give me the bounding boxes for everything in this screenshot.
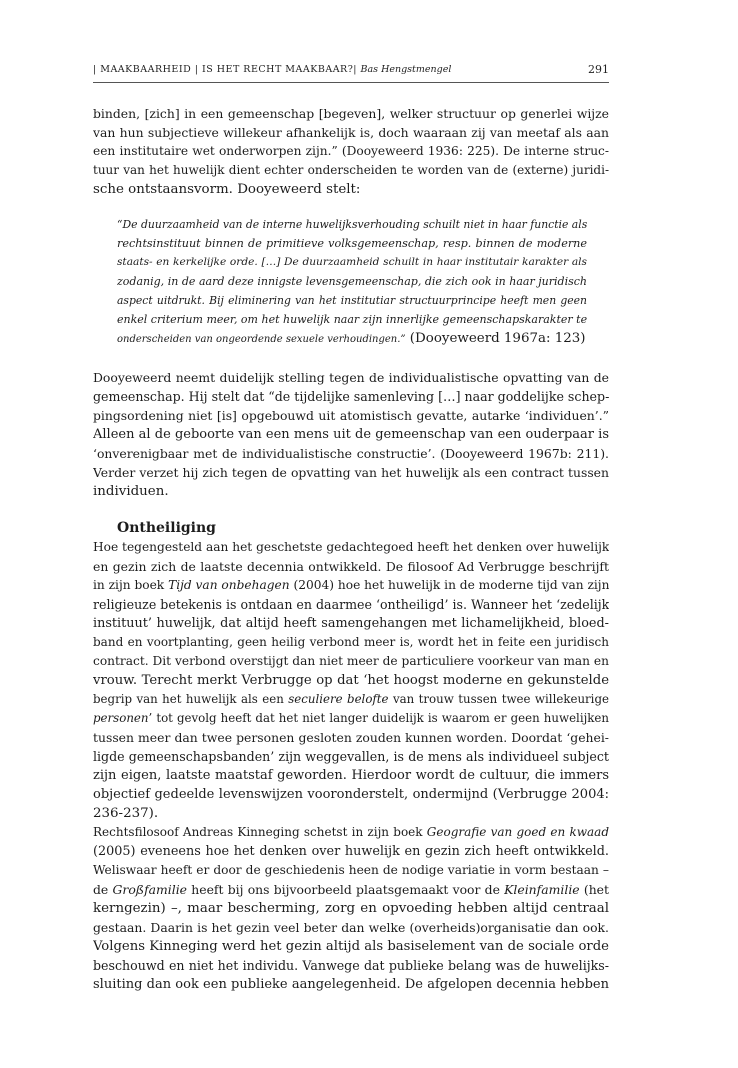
text-line: Rechtsfilosoof Andreas Kinneging schetst in zijn boek Geografie van goed en kwaad [93,825,609,839]
running-head [93,60,609,83]
text-line: Dooyeweerd neemt duidelijk stelling tegen de individualistische opvatting van de [93,370,609,385]
quote-line: rechtsinstituut binnen de primitieve volksgemeenschap, resp. binnen de moderne [117,237,587,250]
text-line: individuen. [93,484,169,499]
text-line: Alleen al de geboorte van een mens uit de gemeenschap van een ouderpaar is [93,427,609,442]
quote-line: “De duurzaamheid van de interne huwelijksverhouding schuilt niet in haar functie als [117,218,587,231]
text-line: 236-237). [93,806,159,821]
quote-line: staats- en kerkelijke orde. […] De duurzaamheid schuilt in haar institutair karakter als [117,256,587,268]
book-title: Geografie van goed en kwaad [426,825,609,839]
page-number: 291 [588,63,609,76]
paragraph-1 [93,104,609,199]
paragraph-2 [93,368,609,501]
quote-line: zodanig, in de aard deze innigste levensgemeenschap, die zich ook in haar juridisch [117,275,587,288]
text-line: sluiting dan ook een publieke aangelegenheid. De afgelopen decennia hebben [93,977,609,992]
text-line: Verder verzet hij zich tegen de opvatting van het huwelijk als een contract tussen [93,465,609,480]
text-line: tuur van het huwelijk dient echter onderscheiden te worden van de (externe) juridi- [93,163,609,177]
text-line: instituut’ huwelijk, dat altijd heeft samengehangen met lichamelijkheid, bloed- [93,616,609,631]
block-quote [117,215,587,348]
text-line: Weliswaar heeft er door de geschiedenis heen de nodige variatie in vorm bestaan – [93,863,609,877]
running-head-author: Bas Hengstmengel [360,64,452,75]
text-line: begrip van het huwelijk als een seculiere belofte van trouw tussen twee willekeurige [93,692,609,706]
text-line: een institutaire wet onderworpen zijn.” (Dooyeweerd 1936: 225). De interne struc- [93,144,609,158]
quote-citation: (Dooyeweerd 1967a: 123) [405,331,586,346]
text-line: sche ontstaansvorm. Dooyeweerd stelt: [93,182,361,197]
emphasis: seculiere belofte [288,692,389,706]
quote-line: aspect uitdrukt. Bij eliminering van het institutiar structuurprincipe heeft men geen [117,294,587,307]
emphasis: personen [93,711,149,725]
text-line: objectief gedeelde levenswijzen vooronderstelt, ondermijnd (Verbrugge 2004: [93,787,609,802]
text-line: van hun subjectieve willekeur afhankelijk is, doch waaraan zij van meetaf als aan [93,125,609,140]
quote-line: onderscheiden van ongeordende sexuele verhoudingen.” (Dooyeweerd 1967a: 123) [117,331,586,346]
text-line: beschouwd en niet het individu. Vanwege dat publieke belang was de huwelijks- [93,958,609,973]
book-title: Tijd van onbehagen [168,578,290,592]
text-line: in zijn boek Tijd van onbehagen (2004) hoe het huwelijk in de moderne tijd van zijn [93,578,609,592]
text-line: religieuze betekenis is ontdaan en daarmee ‘ontheiligd’ is. Wanneer het ‘zedelijk [93,597,609,612]
text-line: gemeenschap. Hij stelt dat “de tijdelijke samenleving […] naar goddelijke schep- [93,389,609,404]
text-line: Hoe tegengesteld aan het geschetste gedachtegoed heeft het denken over huwelijk [93,540,609,554]
text-line: vrouw. Terecht merkt Verbrugge op dat ‘het hoogst moderne en gekunstelde [93,673,609,688]
text-line: (2005) eveneens hoe het denken over huwelijk en gezin zich heeft ontwikkeld. [93,844,609,859]
text-line: zijn eigen, laatste maatstaf geworden. Hierdoor wordt de cultuur, die immers [93,768,609,783]
paragraph-3 [93,538,609,823]
text-line: band en voortplanting, geen heilig verbond meer is, wordt het in feite een juridisch [93,635,609,649]
text-line: ligde gemeenschapsbanden’ zijn weggevallen, is de mens als individueel subject [93,749,609,764]
text-line: pingsordening niet [is] opgebouwd uit atomistisch gevatte, autarke ‘individuen’.” [93,408,609,423]
text-line: en gezin zich de laatste decennia ontwikkeld. De filosoof Ad Verbrugge beschrijft [93,559,609,574]
text-line: gestaan. Daarin is het gezin veel beter dan welke (overheids)organisatie dan ook. [93,920,609,935]
text-line: Volgens Kinneging werd het gezin altijd als basiselement van de sociale orde [93,939,609,954]
running-head-title: | MAAKBAARHEID | IS HET RECHT MAAKBAAR?| Bas Hengstmengel [93,64,452,75]
text-line: tussen meer dan twee personen gesloten zouden kunnen worden. Doordat ‘gehei- [93,730,609,745]
emphasis: Kleinfamilie [504,882,580,897]
text-line: binden, [zich] in een gemeenschap [begeven], welker structuur op generlei wijze [93,106,609,121]
text-line: contract. Dit verbond overstijgt dan niet meer de particuliere voorkeur van man en [93,654,609,668]
text-line: kerngezin) –, maar bescherming, zorg en opvoeding hebben altijd centraal [93,901,609,916]
paragraph-4 [93,823,609,994]
text-line: personen’ tot gevolg heeft dat het niet langer duidelijk is waarom er geen huwelijken [93,711,609,725]
text-line: de Großfamilie heeft bij ons bijvoorbeeld plaatsgemaakt voor de Kleinfamilie (het [93,882,609,897]
text-line: ‘onverenigbaar met de individualistische constructie’. (Dooyeweerd 1967b: 211). [93,446,609,461]
section-heading: Ontheiliging [117,520,216,536]
quote-line: enkel criterium meer, om het huwelijk naar zijn innerlijke gemeenschapskarakter te [117,313,587,326]
emphasis: Großfamilie [112,882,188,897]
